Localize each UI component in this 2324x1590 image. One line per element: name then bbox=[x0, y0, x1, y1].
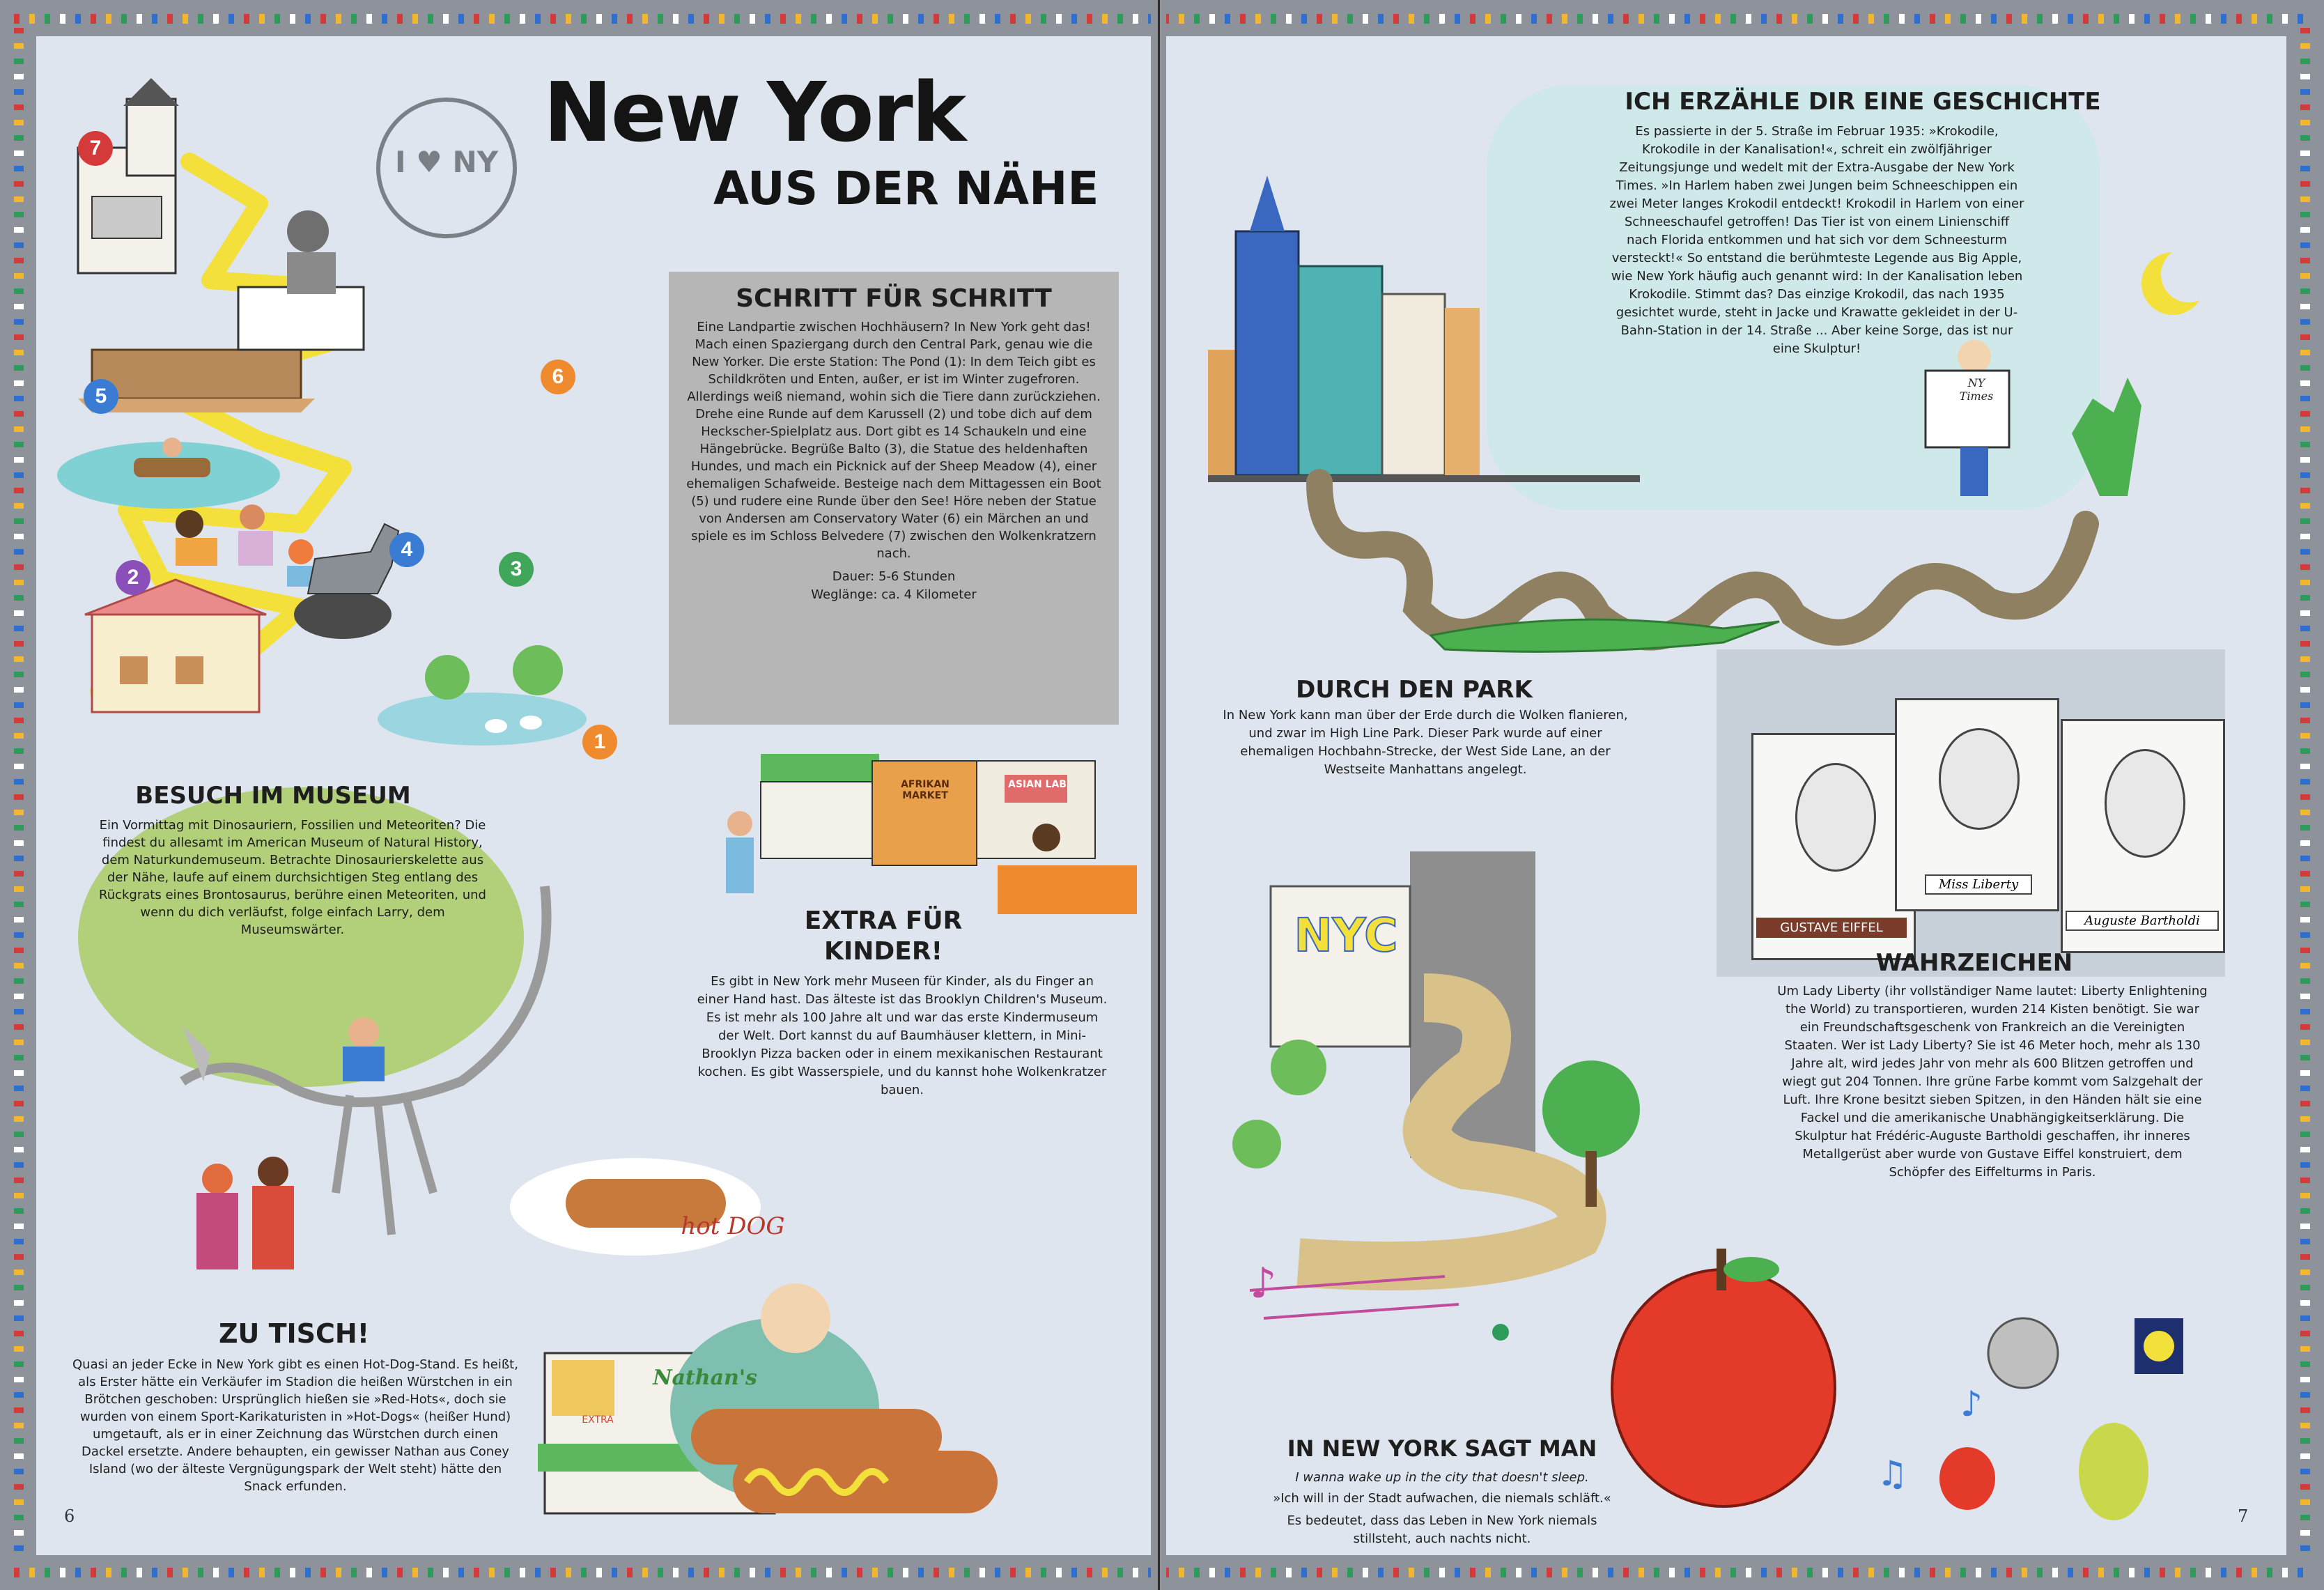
border-right-decoration bbox=[2300, 28, 2310, 1561]
disco-ball-icon bbox=[1988, 1318, 2058, 1388]
stamp-text: I ♥ NY bbox=[394, 145, 499, 179]
svg-text:♫: ♫ bbox=[1877, 1453, 1908, 1494]
geschichte-heading: ICH ERZÄHLE DIR EINE GESCHICHTE bbox=[1625, 88, 2101, 116]
sagt-man-translation: »Ich will in der Stadt aufwachen, die niemals schläft.« bbox=[1273, 1491, 1611, 1506]
stop-badge-1: 1 bbox=[582, 725, 617, 759]
border-left-decoration bbox=[14, 28, 24, 1561]
tisch-heading: ZU TISCH! bbox=[218, 1318, 370, 1349]
schritt-fuer-schritt-box bbox=[669, 272, 1119, 725]
schritt-heading: SCHRITT FÜR SCHRITT bbox=[736, 284, 1052, 313]
museum-body: Ein Vormittag mit Dinosauriern, Fossilien und Meteoriten? Die findest du allesamt im American Museum of Natural History, dem Naturkundemuseum. Betrachte Dinosaurierskelette aus der Nähe, laufe auf einem durchsichtigen Steg entlang des Rückgrats eines Brontosaurus, berühre einen Meteoriten, und wenn du dich verläufst, folge einfach Larry, dem Museumswärter. bbox=[99, 818, 486, 937]
sewer-path-illustration bbox=[1292, 468, 2128, 677]
page-subtitle: AUS DER NÄHE bbox=[713, 162, 1099, 215]
portrait-auguste-bartholdi bbox=[2061, 719, 2225, 953]
portrait-miss-liberty bbox=[1895, 698, 2059, 911]
svg-text:♪: ♪ bbox=[1960, 1384, 1983, 1424]
page-number-left: 6 bbox=[64, 1506, 75, 1526]
nyc-sign: NYC bbox=[1294, 909, 1398, 962]
music-note-icon: ♪ bbox=[1250, 1259, 1277, 1308]
schritt-body: Eine Landpartie zwischen Hochhäusern? In New York geht das! Mach einen Spaziergang durch den Central Park, genau wie die New Yorker. Die erste Station: The Pond (1): In dem Teich gibt es Schildkröten und Enten, außer, er ist im Winter zugefroren. Allerdings weiß niemand, wohin sich die Tiere dann zurückziehen. Drehe eine Runde auf dem Karussell (2) und tobe dich auf dem Heckscher-Spielplatz aus. Dort gibt es 14 Schaukeln und eine Hängebrücke. Begrüße Balto (3), die Statue des heldenhaften Hundes, und mach ein Picknick auf der Sheep Meadow (4), einer ehemaligen Schafweide. Besteige nach dem Mittagessen ein Boot (5) und rudere eine Runde über den See! Höre neben der Statue von Andersen am Conservatory Water (6) ein Märchen an und spiele es im Schloss Belvedere (7) zwischen den Wolkenkratzern nach. bbox=[686, 320, 1101, 561]
portrait-gustave-eiffel bbox=[1751, 733, 1916, 960]
kinder-body: Es gibt in New York mehr Museen für Kinder, als du Finger an einer Hand hast. Das älteste ist das Brooklyn Children's Museum. Es ist mehr als 100 Jahre alt und war das erste Kindermuseum der Welt. Dort kannst du auf Baumhäuser klettern, in Mini-Brooklyn Pizza backen oder in einem mexikanischen Restaurant kochen. Es gibt Wasserspiele, und du kannst hohe Wolkenkratzer bauen. bbox=[697, 974, 1108, 1097]
sagt-man-heading: IN NEW YORK SAGT MAN bbox=[1287, 1435, 1597, 1462]
wahrzeichen-heading: WAHRZEICHEN bbox=[1875, 949, 2073, 977]
park-body: In New York kann man über der Erde durch die Wolken flanieren, und zwar im High Line Park. Dieser Park wurde auf einer ehemaligen Hochbahn-Strecke, der West Side Lane, an der Westseite Manhattans angelegt. bbox=[1223, 708, 1628, 777]
tisch-body: Quasi an jeder Ecke in New York gibt es einen Hot-Dog-Stand. Es heißt, als Erster hätte ein Verkäufer im Stadion die heißen Würstchen in ein Brötchen geschoben: Ursprünglich hießen sie »Red-Hots«, doch sie wurden von einem Sport-Karikaturisten in »Hot-Dogs« (heißer Hund) umgetauft, als er in einer Zeichnung das Würstchen durch einen Dackel ersetzte. Andere behaupten, ein gewisser Nathan aus Coney Island (wo der älteste Vergnügungspark der Welt steht) hätte den Snack erfunden. bbox=[72, 1357, 518, 1494]
sagt-man-meaning: Es bedeutet, dass das Leben in New York niemals stillsteht, auch nachts nicht. bbox=[1287, 1513, 1597, 1546]
extra-sign: EXTRA bbox=[582, 1414, 614, 1426]
stop-badge-7: 7 bbox=[78, 131, 113, 166]
stop-badge-6: 6 bbox=[541, 360, 575, 394]
afrikan-market-sign: AFRIKAN MARKET bbox=[901, 779, 950, 801]
asian-lab-sign: ASIAN LAB bbox=[1008, 779, 1067, 790]
page-number-right: 7 bbox=[2238, 1506, 2249, 1526]
central-park-map-illustration bbox=[50, 78, 677, 747]
label-gustave-eiffel: GUSTAVE EIFFEL bbox=[1756, 918, 1907, 938]
hot-dog-illustration bbox=[482, 1151, 1109, 1541]
balto-statue-illustration bbox=[294, 524, 398, 639]
geschichte-body: Es passierte in der 5. Straße im Februar 1935: »Krokodile, Krokodile in der Kanalisation!«, schreit ein zwölfjähriger Zeitungsjunge und wedelt mit der Extra-Ausgabe der New York Times. »In Harlem haben zwei Jungen beim Schneeschippen ein zwei Meter langes Krokodil entdeckt! Krokodil in Harlem von einer Schneeschaufel getroffen! Das Tier ist von einem Linienschiff nach Florida entkommen und hat sich vor dem Schneesturm versteckt!« So entstand die berühmteste Legende aus Big Apple, wie New York häufig auch genannt wird: In der Kanalisation leben Krokodile. Stimmt das? Das einzige Krokodil, das nach 1935 gesichtet wurde, steht in Jacke und Krawatte gekleidet in der U-Bahn-Station in der 14. Straße ... Aber keine Sorge, das ist nur eine Skulptur! bbox=[1609, 124, 2024, 356]
left-page bbox=[36, 36, 1151, 1555]
stop-badge-3: 3 bbox=[499, 552, 534, 587]
label-auguste-bartholdi: Auguste Bartholdi bbox=[2066, 911, 2219, 931]
label-miss-liberty: Miss Liberty bbox=[1925, 874, 2032, 895]
belvedere-castle-illustration bbox=[78, 78, 179, 273]
lake-boat-illustration bbox=[57, 438, 280, 509]
child-on-skeleton bbox=[348, 1017, 379, 1048]
park-heading: DURCH DEN PARK bbox=[1296, 676, 1533, 704]
stop-badge-4: 4 bbox=[389, 532, 424, 567]
moon-icon bbox=[2135, 245, 2211, 322]
kinder-heading: EXTRA FÜR KINDER! bbox=[804, 906, 963, 966]
sagt-man-quote: I wanna wake up in the city that doesn't sleep. bbox=[1295, 1470, 1589, 1485]
stop-badge-2: 2 bbox=[116, 560, 150, 595]
museum-heading: BESUCH IM MUSEUM bbox=[135, 782, 411, 810]
the-pond-illustration bbox=[378, 645, 587, 746]
newspaper-title: NY Times bbox=[1959, 376, 1994, 403]
page-title: New York bbox=[543, 64, 966, 160]
schritt-distance: Weglänge: ca. 4 Kilometer bbox=[811, 587, 977, 602]
schritt-duration: Dauer: 5-6 Stunden bbox=[832, 569, 956, 584]
right-page bbox=[1166, 36, 2286, 1555]
nathans-sign: Nathan's bbox=[653, 1366, 757, 1390]
wahrzeichen-body: Um Lady Liberty (ihr vollständiger Name lautet: Liberty Enlightening the World) zu transportieren, wurden 214 Kisten benötigt. Sie war ein Freundschaftsgeschenk von Frankreich an die Vereinigten Staaten. Wer ist Lady Liberty? Sie ist 46 Meter hoch, mehr als 130 Jahre alt, wird jedes Jahr von mehr als 600 Blitzen getroffen und wiegt gut 204 Tonnen. Ihre grüne Farbe kommt vom Salzgehalt der Luft. Ihre Krone besitzt sieben Spitzen, in den Händen hält sie eine Fackel und die amerikanische Unabhängigkeitserklärung. Die Skulptur hat Frédéric-Auguste Bartholdi geschaffen, ihr inneres Metallgerüst aber wurde von Gustave Eiffel konstruiert, dem Schöpfer des Eiffelturms in Paris. bbox=[1777, 984, 2208, 1180]
stop-badge-5: 5 bbox=[84, 379, 118, 414]
hot-dog-sign: hot DOG bbox=[681, 1212, 785, 1240]
gutter-line bbox=[1158, 0, 1160, 1590]
skyline-illustration bbox=[1208, 148, 1640, 496]
